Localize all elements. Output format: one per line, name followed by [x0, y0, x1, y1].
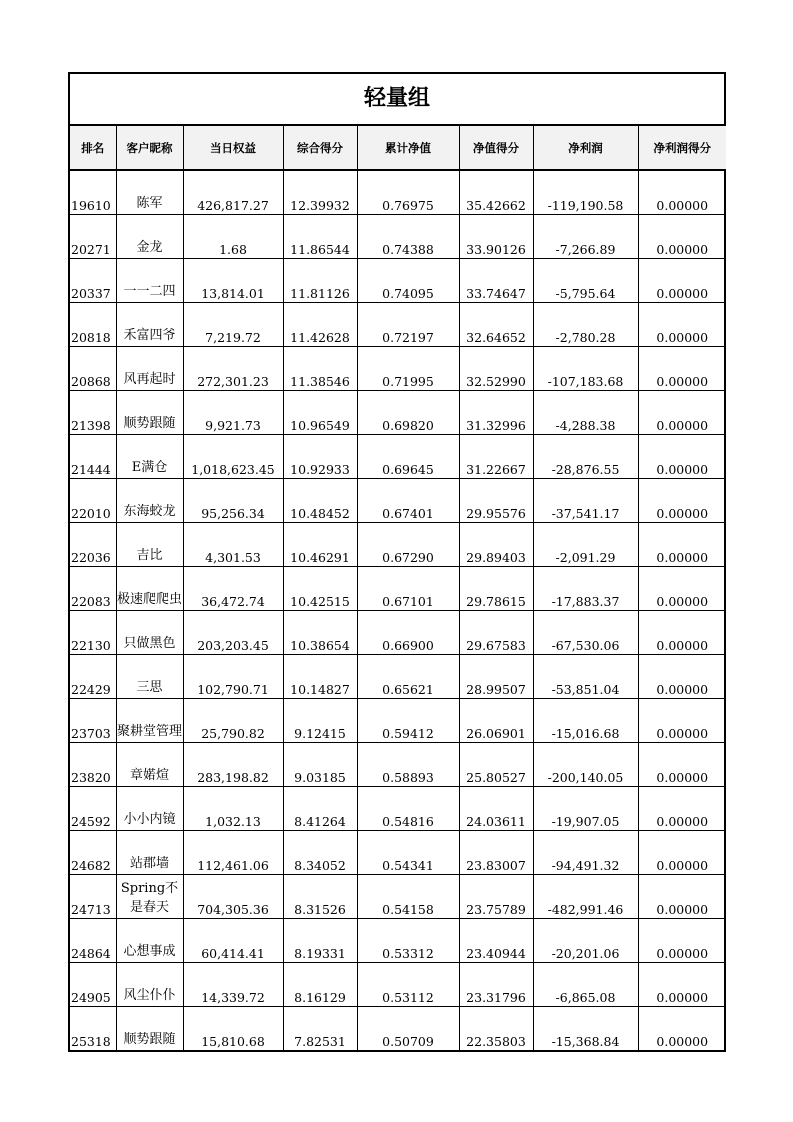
nav-score-cell: 32.64652 — [459, 303, 533, 347]
table-row — [70, 523, 726, 567]
rank-cell: 23820 — [70, 743, 116, 787]
profit-score-cell: 0.00000 — [638, 699, 726, 743]
score-cell: 10.96549 — [283, 391, 357, 435]
nav-cell: 0.50709 — [357, 1007, 459, 1051]
score-cell: 10.42515 — [283, 567, 357, 611]
score-cell: 11.81126 — [283, 259, 357, 303]
score-cell: 7.82531 — [283, 1007, 357, 1051]
profit-cell: -28,876.55 — [533, 435, 638, 479]
nav-score-cell: 25.80527 — [459, 743, 533, 787]
rank-cell: 24905 — [70, 963, 116, 1007]
nav-cell: 0.67101 — [357, 567, 459, 611]
nickname-cell: E满仓 — [116, 435, 183, 479]
profit-score-cell: 0.00000 — [638, 479, 726, 523]
equity-cell: 272,301.23 — [183, 347, 283, 391]
nav-cell: 0.53312 — [357, 919, 459, 963]
ranking-sheet — [68, 72, 726, 1052]
profit-cell: -2,780.28 — [533, 303, 638, 347]
rank-cell: 24682 — [70, 831, 116, 875]
profit-score-cell: 0.00000 — [638, 523, 726, 567]
nav-cell: 0.67401 — [357, 479, 459, 523]
nav-cell: 0.76975 — [357, 170, 459, 215]
sheet-title: 轻量组 — [70, 74, 724, 126]
nav-score-cell: 23.31796 — [459, 963, 533, 1007]
equity-cell: 283,198.82 — [183, 743, 283, 787]
profit-score-cell: 0.00000 — [638, 215, 726, 259]
profit-score-cell: 0.00000 — [638, 170, 726, 215]
nav-score-cell: 26.06901 — [459, 699, 533, 743]
header-row — [70, 126, 726, 170]
equity-cell: 7,219.72 — [183, 303, 283, 347]
nav-cell: 0.59412 — [357, 699, 459, 743]
nav-score-cell: 33.90126 — [459, 215, 533, 259]
score-cell: 8.34052 — [283, 831, 357, 875]
score-cell: 10.46291 — [283, 523, 357, 567]
table-row — [70, 787, 726, 831]
table-row — [70, 259, 726, 303]
score-cell: 10.38654 — [283, 611, 357, 655]
equity-cell: 15,810.68 — [183, 1007, 283, 1051]
column-header-rank: 排名 — [70, 126, 116, 170]
profit-score-cell: 0.00000 — [638, 567, 726, 611]
nav-score-cell: 28.99507 — [459, 655, 533, 699]
profit-cell: -19,907.05 — [533, 787, 638, 831]
nav-cell: 0.72197 — [357, 303, 459, 347]
table-row — [70, 170, 726, 215]
profit-cell: -482,991.46 — [533, 875, 638, 919]
nav-score-cell: 29.78615 — [459, 567, 533, 611]
nav-score-cell: 22.35803 — [459, 1007, 533, 1051]
rank-cell: 20271 — [70, 215, 116, 259]
table-row — [70, 391, 726, 435]
table-row — [70, 963, 726, 1007]
nickname-cell: 心想事成 — [116, 919, 183, 963]
table-row — [70, 567, 726, 611]
nickname-cell: 风再起时 — [116, 347, 183, 391]
ranking-table — [70, 126, 726, 1050]
nav-cell: 0.69820 — [357, 391, 459, 435]
profit-cell: -4,288.38 — [533, 391, 638, 435]
equity-cell: 203,203.45 — [183, 611, 283, 655]
rank-cell: 24713 — [70, 875, 116, 919]
nickname-cell: 只做黑色 — [116, 611, 183, 655]
rank-cell: 21444 — [70, 435, 116, 479]
profit-score-cell: 0.00000 — [638, 259, 726, 303]
nickname-cell: 陈军 — [116, 170, 183, 215]
nickname-cell: 站郡墙 — [116, 831, 183, 875]
nickname-cell: 东海蛟龙 — [116, 479, 183, 523]
nav-cell: 0.74388 — [357, 215, 459, 259]
nav-cell: 0.58893 — [357, 743, 459, 787]
nickname-cell: 顺势跟随 — [116, 391, 183, 435]
table-row — [70, 215, 726, 259]
profit-score-cell: 0.00000 — [638, 787, 726, 831]
profit-score-cell: 0.00000 — [638, 919, 726, 963]
profit-cell: -15,368.84 — [533, 1007, 638, 1051]
nav-score-cell: 29.95576 — [459, 479, 533, 523]
nickname-cell: 吉比 — [116, 523, 183, 567]
table-row — [70, 875, 726, 919]
nickname-cell: 小小内镜 — [116, 787, 183, 831]
nav-score-cell: 32.52990 — [459, 347, 533, 391]
profit-cell: -37,541.17 — [533, 479, 638, 523]
score-cell: 11.86544 — [283, 215, 357, 259]
rank-cell: 21398 — [70, 391, 116, 435]
nickname-cell: 聚耕堂管理 — [116, 699, 183, 743]
table-row — [70, 1007, 726, 1051]
nav-cell: 0.71995 — [357, 347, 459, 391]
nickname-cell: 禾富四爷 — [116, 303, 183, 347]
rank-cell: 20337 — [70, 259, 116, 303]
rank-cell: 22130 — [70, 611, 116, 655]
nickname-cell: 风尘仆仆 — [116, 963, 183, 1007]
table-row — [70, 655, 726, 699]
score-cell: 9.03185 — [283, 743, 357, 787]
table-row — [70, 919, 726, 963]
nav-cell: 0.54816 — [357, 787, 459, 831]
profit-cell: -200,140.05 — [533, 743, 638, 787]
nickname-cell: 金龙 — [116, 215, 183, 259]
rank-cell: 22083 — [70, 567, 116, 611]
profit-cell: -15,016.68 — [533, 699, 638, 743]
table-row — [70, 435, 726, 479]
rank-cell: 22429 — [70, 655, 116, 699]
nav-cell: 0.69645 — [357, 435, 459, 479]
nav-score-cell: 23.75789 — [459, 875, 533, 919]
equity-cell: 1,032.13 — [183, 787, 283, 831]
rank-cell: 22036 — [70, 523, 116, 567]
column-header-profit-score: 净利润得分 — [638, 126, 726, 170]
table-row — [70, 479, 726, 523]
score-cell: 8.19331 — [283, 919, 357, 963]
nav-cell: 0.54341 — [357, 831, 459, 875]
nav-score-cell: 31.22667 — [459, 435, 533, 479]
rank-cell: 25318 — [70, 1007, 116, 1051]
nav-cell: 0.53112 — [357, 963, 459, 1007]
nickname-cell: 三思 — [116, 655, 183, 699]
equity-cell: 60,414.41 — [183, 919, 283, 963]
column-header-score: 综合得分 — [283, 126, 357, 170]
column-header-profit: 净利润 — [533, 126, 638, 170]
nav-score-cell: 23.40944 — [459, 919, 533, 963]
profit-score-cell: 0.00000 — [638, 303, 726, 347]
equity-cell: 112,461.06 — [183, 831, 283, 875]
profit-cell: -67,530.06 — [533, 611, 638, 655]
profit-cell: -107,183.68 — [533, 347, 638, 391]
score-cell: 8.16129 — [283, 963, 357, 1007]
nav-cell: 0.74095 — [357, 259, 459, 303]
profit-cell: -94,491.32 — [533, 831, 638, 875]
profit-score-cell: 0.00000 — [638, 655, 726, 699]
profit-cell: -7,266.89 — [533, 215, 638, 259]
nickname-cell: 一一二四 — [116, 259, 183, 303]
score-cell: 9.12415 — [283, 699, 357, 743]
equity-cell: 25,790.82 — [183, 699, 283, 743]
table-row — [70, 743, 726, 787]
rank-cell: 23703 — [70, 699, 116, 743]
nav-score-cell: 33.74647 — [459, 259, 533, 303]
column-header-nav: 累计净值 — [357, 126, 459, 170]
equity-cell: 13,814.01 — [183, 259, 283, 303]
nickname-cell: 极速爬爬虫 — [116, 567, 183, 611]
profit-cell: -5,795.64 — [533, 259, 638, 303]
nav-cell: 0.67290 — [357, 523, 459, 567]
nickname-cell: 章婼煊 — [116, 743, 183, 787]
profit-cell: -119,190.58 — [533, 170, 638, 215]
profit-cell: -6,865.08 — [533, 963, 638, 1007]
nav-score-cell: 31.32996 — [459, 391, 533, 435]
profit-cell: -20,201.06 — [533, 919, 638, 963]
score-cell: 12.39932 — [283, 170, 357, 215]
nickname-cell: 顺势跟随 — [116, 1007, 183, 1051]
column-header-nav-score: 净值得分 — [459, 126, 533, 170]
equity-cell: 36,472.74 — [183, 567, 283, 611]
equity-cell: 9,921.73 — [183, 391, 283, 435]
equity-cell: 1.68 — [183, 215, 283, 259]
score-cell: 11.38546 — [283, 347, 357, 391]
nav-cell: 0.54158 — [357, 875, 459, 919]
equity-cell: 95,256.34 — [183, 479, 283, 523]
column-header-equity: 当日权益 — [183, 126, 283, 170]
nav-cell: 0.65621 — [357, 655, 459, 699]
equity-cell: 14,339.72 — [183, 963, 283, 1007]
column-header-nickname: 客户昵称 — [116, 126, 183, 170]
nav-score-cell: 29.89403 — [459, 523, 533, 567]
nav-score-cell: 35.42662 — [459, 170, 533, 215]
profit-cell: -2,091.29 — [533, 523, 638, 567]
equity-cell: 102,790.71 — [183, 655, 283, 699]
rank-cell: 20818 — [70, 303, 116, 347]
rank-cell: 20868 — [70, 347, 116, 391]
profit-score-cell: 0.00000 — [638, 743, 726, 787]
score-cell: 10.48452 — [283, 479, 357, 523]
profit-score-cell: 0.00000 — [638, 435, 726, 479]
profit-score-cell: 0.00000 — [638, 1007, 726, 1051]
rank-cell: 24864 — [70, 919, 116, 963]
table-row — [70, 831, 726, 875]
profit-score-cell: 0.00000 — [638, 611, 726, 655]
rank-cell: 22010 — [70, 479, 116, 523]
nickname-cell: Spring不是春天 — [116, 875, 183, 919]
table-row — [70, 347, 726, 391]
profit-score-cell: 0.00000 — [638, 391, 726, 435]
profit-cell: -53,851.04 — [533, 655, 638, 699]
table-row — [70, 611, 726, 655]
table-row — [70, 699, 726, 743]
score-cell: 8.31526 — [283, 875, 357, 919]
equity-cell: 4,301.53 — [183, 523, 283, 567]
profit-score-cell: 0.00000 — [638, 831, 726, 875]
profit-score-cell: 0.00000 — [638, 347, 726, 391]
equity-cell: 1,018,623.45 — [183, 435, 283, 479]
nav-score-cell: 23.83007 — [459, 831, 533, 875]
nav-score-cell: 24.03611 — [459, 787, 533, 831]
profit-score-cell: 0.00000 — [638, 963, 726, 1007]
profit-cell: -17,883.37 — [533, 567, 638, 611]
score-cell: 10.14827 — [283, 655, 357, 699]
rank-cell: 19610 — [70, 170, 116, 215]
nav-score-cell: 29.67583 — [459, 611, 533, 655]
equity-cell: 704,305.36 — [183, 875, 283, 919]
equity-cell: 426,817.27 — [183, 170, 283, 215]
table-row — [70, 303, 726, 347]
profit-score-cell: 0.00000 — [638, 875, 726, 919]
rank-cell: 24592 — [70, 787, 116, 831]
score-cell: 10.92933 — [283, 435, 357, 479]
nav-cell: 0.66900 — [357, 611, 459, 655]
score-cell: 11.42628 — [283, 303, 357, 347]
score-cell: 8.41264 — [283, 787, 357, 831]
